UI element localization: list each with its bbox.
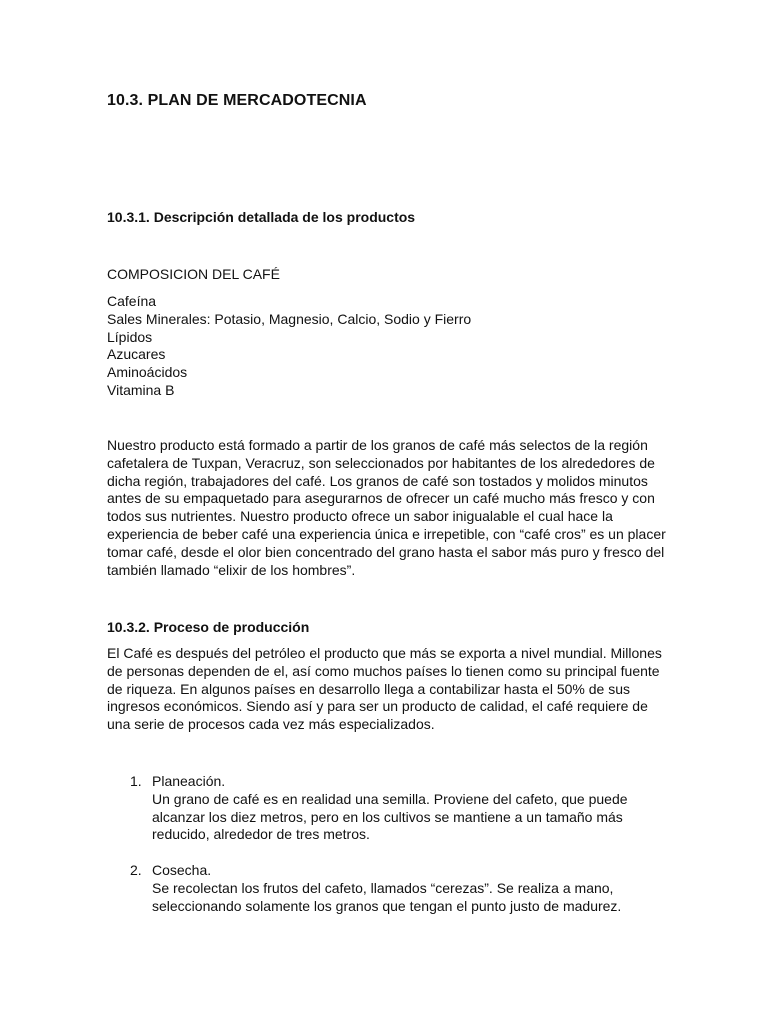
paragraph-line: antes de su empaquetado para asegurarnos de ofrecer un café mucho más fresco y con — [107, 490, 655, 507]
paragraph-line: El Café es después del petróleo el producto que más se exporta a nivel mundial. Millones — [107, 645, 662, 661]
list-item-desc-line: reducido, alrededor de tres metros. — [152, 826, 370, 843]
paragraph-line: dicha región, trabajadores del café. Los granos de café son tostados y molidos minutos — [107, 472, 648, 489]
list-item-title: Cosecha. — [152, 861, 212, 878]
product-description-paragraph — [107, 437, 667, 579]
production-process-paragraph — [107, 645, 667, 734]
list-item-desc-line: Un grano de café es en realidad una semilla. Proviene del cafeto, que puede — [152, 790, 628, 807]
paragraph-line: ingresos económicos. Siendo así y para ser un producto de calidad, el café requiere de — [107, 698, 648, 715]
list-item — [107, 862, 667, 915]
list-item-number: 1. — [130, 773, 142, 789]
paragraph-line: tomar café, desde el olor bien concentrado del grano hasta el sabor más puro y fresco del — [107, 543, 665, 560]
production-steps-list — [107, 773, 667, 933]
paragraph-line: Nuestro producto está formado a partir de los granos de café más selectos de la región — [107, 437, 648, 453]
paragraph-line: una serie de procesos cada vez más especializados. — [107, 716, 435, 733]
list-item-number: 2. — [130, 861, 142, 878]
paragraph-line: cafetalera de Tuxpan, Veracruz, son seleccionados por habitantes de los alrededores de — [107, 454, 655, 471]
composition-item: Aminoácidos — [107, 364, 188, 381]
paragraph-line: de personas dependen de el, así como muchos países lo tienen como su principal fuente — [107, 662, 660, 679]
composition-item: Cafeína — [107, 293, 157, 309]
section-title-product-description: 10.3.1. Descripción detallada de los productos — [107, 209, 416, 225]
paragraph-line: todos sus nutrientes. Nuestro producto ofrece un sabor inigualable el cual hace la — [107, 508, 613, 525]
composition-list — [107, 293, 471, 400]
list-item — [107, 773, 667, 844]
composition-item: Sales Minerales: Potasio, Magnesio, Calcio, Sodio y Fierro — [107, 310, 472, 327]
paragraph-line: experiencia de beber café una experiencia única e irrepetible, con “café cros” es un placer — [107, 525, 666, 542]
main-heading: 10.3. PLAN DE MERCADOTECNIA — [107, 92, 367, 109]
composition-label: COMPOSICION DEL CAFÉ — [107, 266, 280, 282]
composition-item: Lípidos — [107, 328, 153, 345]
paragraph-line: de riqueza. En algunos países en desarrollo llega a contabilizar hasta el 50% de sus — [107, 680, 630, 697]
list-item-desc-line: alcanzar los diez metros, pero en los cultivos se mantiene a un tamaño más — [152, 808, 623, 825]
list-item-title: Planeación. — [152, 773, 226, 789]
list-item-desc-line: Se recolectan los frutos del cafeto, llamados “cerezas”. Se realiza a mano, — [152, 879, 614, 896]
composition-item: Vitamina B — [107, 381, 175, 398]
paragraph-line: también llamado “elixir de los hombres”. — [107, 561, 356, 578]
section-title-production-process: 10.3.2. Proceso de producción — [107, 619, 310, 635]
composition-item: Azucares — [107, 346, 166, 363]
list-item-desc-line: seleccionando solamente los granos que tengan el punto justo de madurez. — [152, 897, 622, 914]
